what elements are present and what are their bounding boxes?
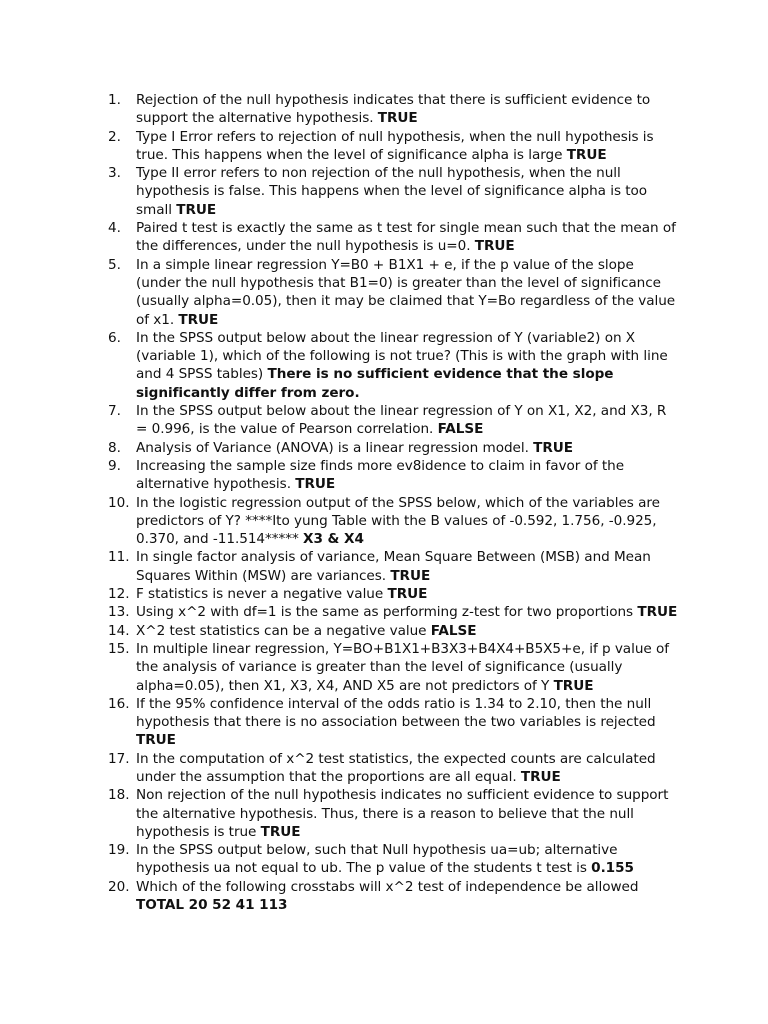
item-number: 17. <box>108 750 130 767</box>
item-answer: TOTAL 20 52 41 113 <box>136 897 288 914</box>
list-item <box>108 256 678 329</box>
item-number: 18. <box>108 787 130 804</box>
list-item <box>108 329 678 402</box>
list-item <box>108 548 678 585</box>
item-number: 7. <box>108 403 121 420</box>
list-item <box>108 128 678 165</box>
item-number: 19. <box>108 842 130 859</box>
item-number: 5. <box>108 256 121 273</box>
item-number: 20. <box>108 878 130 895</box>
item-text: Analysis of Variance (ANOVA) is a linear regression model. <box>136 439 534 456</box>
item-answer: TRUE <box>136 732 176 749</box>
list-item <box>108 402 678 439</box>
item-answer: TRUE <box>178 311 219 328</box>
item-text: Type I Error refers to rejection of null hypothesis, when the null hypothesis is true. This happens when the level of significance alpha is large <box>136 128 654 163</box>
item-number: 12. <box>108 586 130 603</box>
item-number: 2. <box>108 128 121 145</box>
item-text: If the 95% confidence interval of the odds ratio is 1.34 to 2.10, then the null hypothesis that there is no association between the two variables is rejected <box>136 695 656 731</box>
item-text: Non rejection of the null hypothesis indicates no sufficient evidence to support the alternative hypothesis. Thus, there is a reason to believe that the null hypothesis is true <box>136 787 669 840</box>
list-item <box>108 439 678 457</box>
list-item <box>108 494 678 549</box>
item-number: 15. <box>108 640 130 657</box>
item-answer: X3 & X4 <box>303 531 364 548</box>
item-text: In multiple linear regression, Y=BO+B1X1+B3X3+B4X4+B5X5+e, if p value of the analysis of variance is greater than the level of significance (usually alpha=0.05), then X1, X3, X4, AND X5 are not predictors of Y <box>136 640 669 694</box>
list-item <box>108 695 678 750</box>
item-number: 1. <box>108 92 121 108</box>
item-answer: TRUE <box>533 439 574 456</box>
item-answer: There is no sufficient evidence that the slope significantly differ from zero. <box>136 366 614 401</box>
list-item <box>108 878 678 915</box>
item-text: Rejection of the null hypothesis indicates that there is sufficient evidence to support the alternative hypothesis. <box>136 92 651 127</box>
item-number: 3. <box>108 165 121 182</box>
item-text: In the SPSS output below, such that Null hypothesis ua=ub; alternative hypothesis ua not equal to ub. The p value of the students t test is <box>136 842 618 877</box>
item-number: 16. <box>108 695 130 712</box>
item-answer: TRUE <box>260 823 301 840</box>
list-item <box>108 841 678 878</box>
item-answer: TRUE <box>377 110 418 127</box>
item-text: In the computation of x^2 test statistics, the expected counts are calculated under the assumption that the proportions are all equal. <box>136 750 656 785</box>
item-answer: FALSE <box>437 421 484 438</box>
item-answer: TRUE <box>553 677 594 694</box>
item-answer: TRUE <box>176 201 217 218</box>
list-item <box>108 164 678 219</box>
item-answer: TRUE <box>474 238 515 255</box>
list-item <box>108 786 678 841</box>
item-number: 9. <box>108 457 121 474</box>
list-item <box>108 457 678 494</box>
item-text: Increasing the sample size finds more ev8idence to claim in favor of the alternative hypothesis. <box>136 457 625 493</box>
question-list <box>108 91 678 914</box>
item-answer: TRUE <box>295 476 336 493</box>
item-text: X^2 test statistics can be a negative value <box>136 622 431 639</box>
item-answer: TRUE <box>637 604 678 621</box>
item-answer: TRUE <box>520 768 561 785</box>
list-item <box>108 585 678 603</box>
list-item <box>108 91 678 128</box>
item-answer: 0.155 <box>591 860 634 877</box>
item-number: 4. <box>108 220 121 237</box>
item-text: Type II error refers to non rejection of the null hypothesis, when the null hypothesis is false. This happens when the level of significance alpha is too small <box>136 165 648 218</box>
item-text: In a simple linear regression Y=B0 + B1X1 + e, if the p value of the slope (under the null hypothesis that B1=0) is greater than the level of significance (usually alpha=0.05), then it may be claimed that Y=Bo regardless of the value of x1. <box>136 256 676 328</box>
item-text: Using x^2 with df=1 is the same as performing z-test for two proportions <box>136 604 638 621</box>
item-answer: TRUE <box>390 567 431 584</box>
item-text: In the SPSS output below about the linear regression of Y on X1, X2, and X3, R = 0.996, is the value of Pearson correlation. <box>136 403 667 438</box>
item-text: F statistics is never a negative value <box>136 586 388 603</box>
list-item <box>108 640 678 695</box>
item-text: Which of the following crosstabs will x^2 test of independence be allowed <box>136 878 639 895</box>
item-answer: FALSE <box>430 622 477 639</box>
item-number: 11. <box>108 549 130 566</box>
item-number: 14. <box>108 622 130 639</box>
item-answer: TRUE <box>387 586 428 603</box>
list-item <box>108 603 678 621</box>
item-number: 10. <box>108 494 130 511</box>
item-text: Paired t test is exactly the same as t test for single mean such that the mean of the differences, under the null hypothesis is u=0. <box>136 220 676 255</box>
item-text: In the logistic regression output of the SPSS below, which of the variables are predictors of Y? ****Ito yung Table with the B values of -0.592, 1.756, -0.925, 0.370, and -11.514***** <box>136 494 660 548</box>
list-item <box>108 750 678 787</box>
list-item <box>108 219 678 256</box>
item-text: In single factor analysis of variance, Mean Square Between (MSB) and Mean Squares Within (MSW) are variances. <box>136 549 651 584</box>
item-number: 13. <box>108 604 130 621</box>
item-number: 6. <box>108 329 121 346</box>
item-answer: TRUE <box>566 146 607 163</box>
list-item <box>108 622 678 640</box>
item-text: In the SPSS output below about the linear regression of Y (variable2) on X (variable 1), which of the following is not true? (This is with the graph with line and 4 SPSS tables) <box>136 329 668 383</box>
item-number: 8. <box>108 439 121 456</box>
